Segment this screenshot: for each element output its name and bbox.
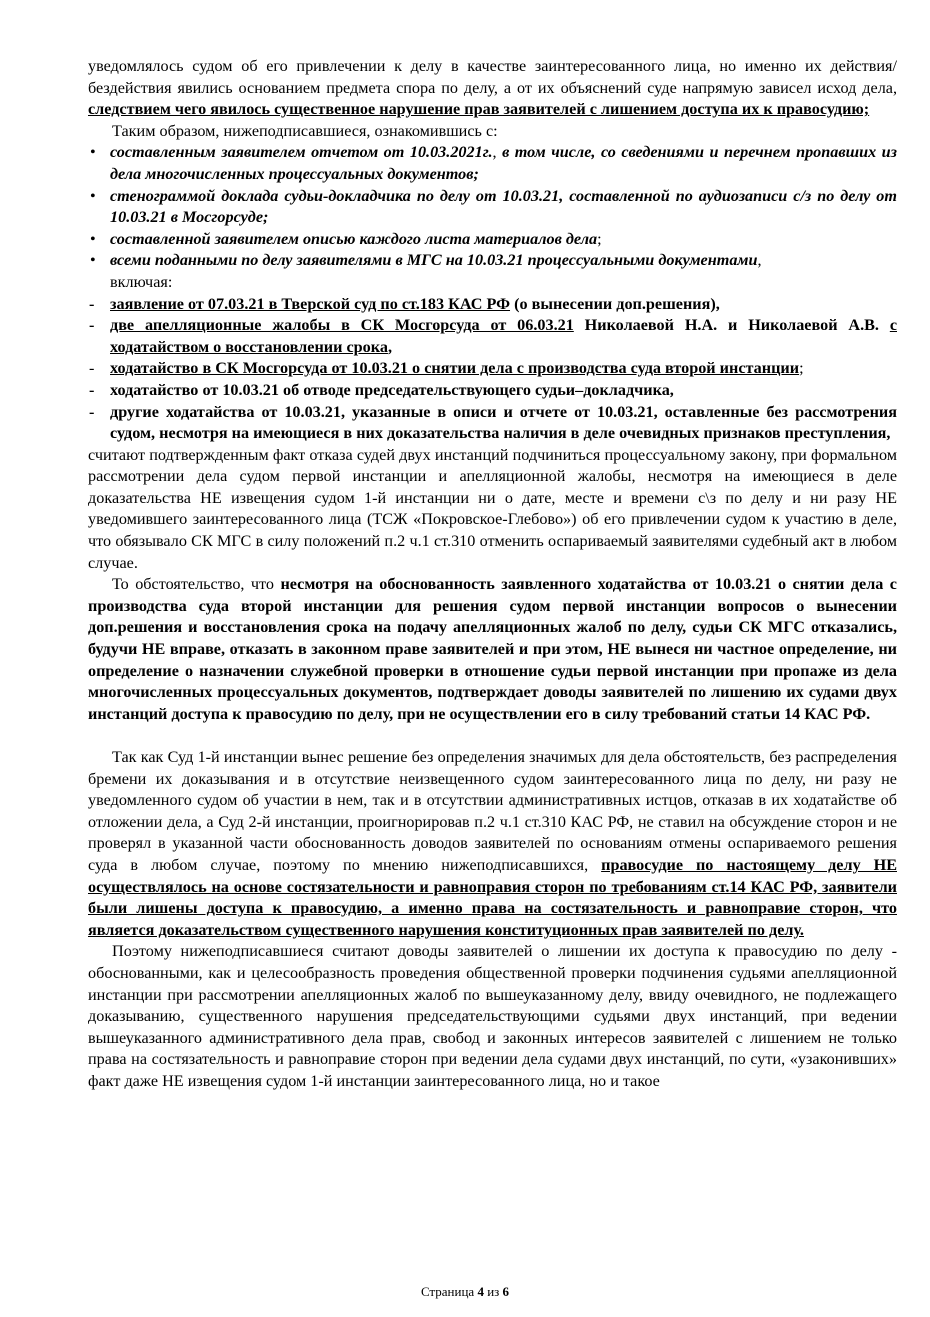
bullet-icon: • bbox=[90, 143, 96, 162]
bullet-icon: • bbox=[90, 186, 96, 205]
list-item: • стенограммой доклада судьи-докладчика по делу от 10.03.21, составленной по аудиозаписи с/з по делу от 10.03.21 в Мосгорсуде; bbox=[90, 186, 897, 227]
list-item: • составленным заявителем отчетом от 10.03.2021г., в том числе, со сведениями и перечнем пропавших из дела многочисленных процессуальных документов; bbox=[90, 143, 897, 183]
list-item: - ходатайство от 10.03.21 об отводе председательствующего судьи–докладчика, bbox=[88, 380, 897, 402]
highlighted-conclusion: следствием чего явилось существенное нарушение прав заявителей с лишением доступа их к правосудию; bbox=[88, 100, 870, 119]
list-item: - заявление от 07.03.21 в Тверской суд по ст.183 КАС РФ (о вынесении доп.решения), bbox=[88, 294, 897, 316]
paragraph-circumstance: То обстоятельство, что несмотря на обоснованность заявленного ходатайства от 10.03.21 о снятии дела с производства суда второй инстанции для решения судом первой инстанции вопросов о вынесении доп.решения и восстановления срока на подачу апелляционных жалоб по делу, судьи СК МГС отказались, будучи НЕ вправе, отказать в законном праве заявителей и при этом, НЕ вынеся ни частное определение, ни определение о назначении служебной проверки в отношение судьи первой инстанции при пропаже из дела многочисленных процессуальных документов, подтверждает доводы заявителей по лишению их судами двух инстанций доступа к правосудию по делу, при не осуществлении его в силу требований статьи 14 КАС РФ. bbox=[88, 575, 897, 723]
page-footer: Страница 4 из 6 bbox=[420, 1284, 510, 1299]
reviewed-documents-list bbox=[88, 142, 897, 293]
paragraph-therefore: Поэтому нижеподписавшиеся считают доводы заявителей о лишении их доступа к правосудию по делу - обоснованными, как и целесообразность проведения общественной проверки подчинения судьями апелляционной инстанции при рассмотрении апелляционных жалоб по вышеуказанному делу, ввиду очевидного, не подлежащего доказыванию, существенного нарушения председательствующими судьями двух инстанций, при ведении вышеуказанного административного дела прав, свобод и законных интересов заявителей с лишением не только права на состязательность и равноправие сторон при ведении дела судами двух инстанций, по сути, «узаконивших» факт даже НЕ извещения судом 1-й инстанции заинтересованного лица, но и такое bbox=[88, 942, 897, 1090]
paragraph-spacer bbox=[88, 725, 897, 747]
dash-icon: - bbox=[89, 316, 95, 335]
bullet-icon: • bbox=[90, 229, 96, 248]
paragraph-since-court: Так как Суд 1-й инстанции вынес решение без определения значимых для дела обстоятельств, без распределения бремени их доказывания и в отсутствие неизвещенного судом заинтересованного лица по делу, ни разу не уведомленного судом об участии в нем, так и в отсутствии административных истцов, отказав в их ходатайстве об отложении дела, а Суд 2-й инстанции, проигнорировав п.2 ч.1 ст.310 КАС РФ, не ставил на обсуждение сторон и не проверял в указанной части обоснованность доводов заявителей по основаниям отмены оспариваемого решения суда в любом случае, поэтому по мнению нижеподписавшихся, правосудие по настоящему делу НЕ осуществлялось на основе состязательности и равноправия сторон по требованиям ст.14 КАС РФ, заявители были лишены доступа к правосудию, а именно права на состязательность и равноправие сторон, что является доказательством существенного нарушения конституционных прав заявителей по делу. bbox=[88, 748, 897, 939]
paragraph-intro-continuation: уведомлялось судом об его привлечении к делу в качестве заинтересованного лица, но именно их действия/бездействия явились основанием предмета спора по делу, а от их объяснений суде напрямую зависел исход дела, следствием чего явилось существенное нарушение прав заявителей с лишением доступа их к правосудию; bbox=[88, 57, 897, 119]
list-item: • всеми поданными по делу заявителями в МГС на 10.03.21 процессуальными документами, включая: bbox=[90, 251, 762, 291]
paragraph-having-reviewed: Таким образом, нижеподписавшиеся, ознакомившись с: bbox=[112, 121, 498, 140]
document-page bbox=[88, 56, 897, 1093]
list-item: - две апелляционные жалобы в СК Мосгорсуда от 06.03.21 Николаевой Н.А. и Николаевой А.В. с ходатайством о восстановлении срока, bbox=[89, 316, 897, 356]
dash-icon: - bbox=[89, 359, 95, 378]
paragraph-consider-confirmed: считают подтвержденным факт отказа судей двух инстанций подчиниться процессуальному закону, при формальном рассмотрении дела судом первой инстанции и апелляционной жалобы, несмотря на имеющиеся в деле доказательства НЕ извещения судом 1-й инстанции ни о дате, месте и времени с\з по делу и ни разу НЕ уведомившего заинтересованного лица (ТСЖ «Покровское-Глебово») об его привлечении судом к участию в деле, что обязывало СК МГС в силу положений п.2 ч.1 ст.310 отменить оспариваемый заявителями судебный акт в любом случае. bbox=[88, 445, 897, 572]
included-documents-list bbox=[88, 294, 897, 445]
list-item: - другие ходатайства от 10.03.21, указанные в описи и отчете от 10.03.21, оставленные без рассмотрения судом, несмотря на имеющиеся в них доказательства наличия в деле очевидных признаков преступления, bbox=[89, 402, 897, 443]
bullet-icon: • bbox=[90, 251, 96, 270]
highlighted-conclusion: правосудие по настоящему делу НЕ осуществлялось на основе состязательности и равноправия сторон по требованиям ст.14 КАС РФ, заявители были лишены доступа к правосудию, а именно права на состязательность и равноправие сторон, что является доказательством существенного нарушения конституционных прав заявителей по делу. bbox=[88, 855, 897, 939]
dash-icon: - bbox=[89, 380, 95, 399]
list-item: • составленной заявителем описью каждого листа материалов дела; bbox=[88, 229, 897, 251]
dash-icon: - bbox=[89, 402, 95, 421]
current-page-number: 4 bbox=[477, 1284, 484, 1299]
list-item: - ходатайство в СК Мосгорсуда от 10.03.21 о снятии дела с производства суда второй инстанции; bbox=[88, 358, 897, 380]
total-page-count: 6 bbox=[502, 1284, 510, 1299]
dash-icon: - bbox=[89, 294, 95, 313]
